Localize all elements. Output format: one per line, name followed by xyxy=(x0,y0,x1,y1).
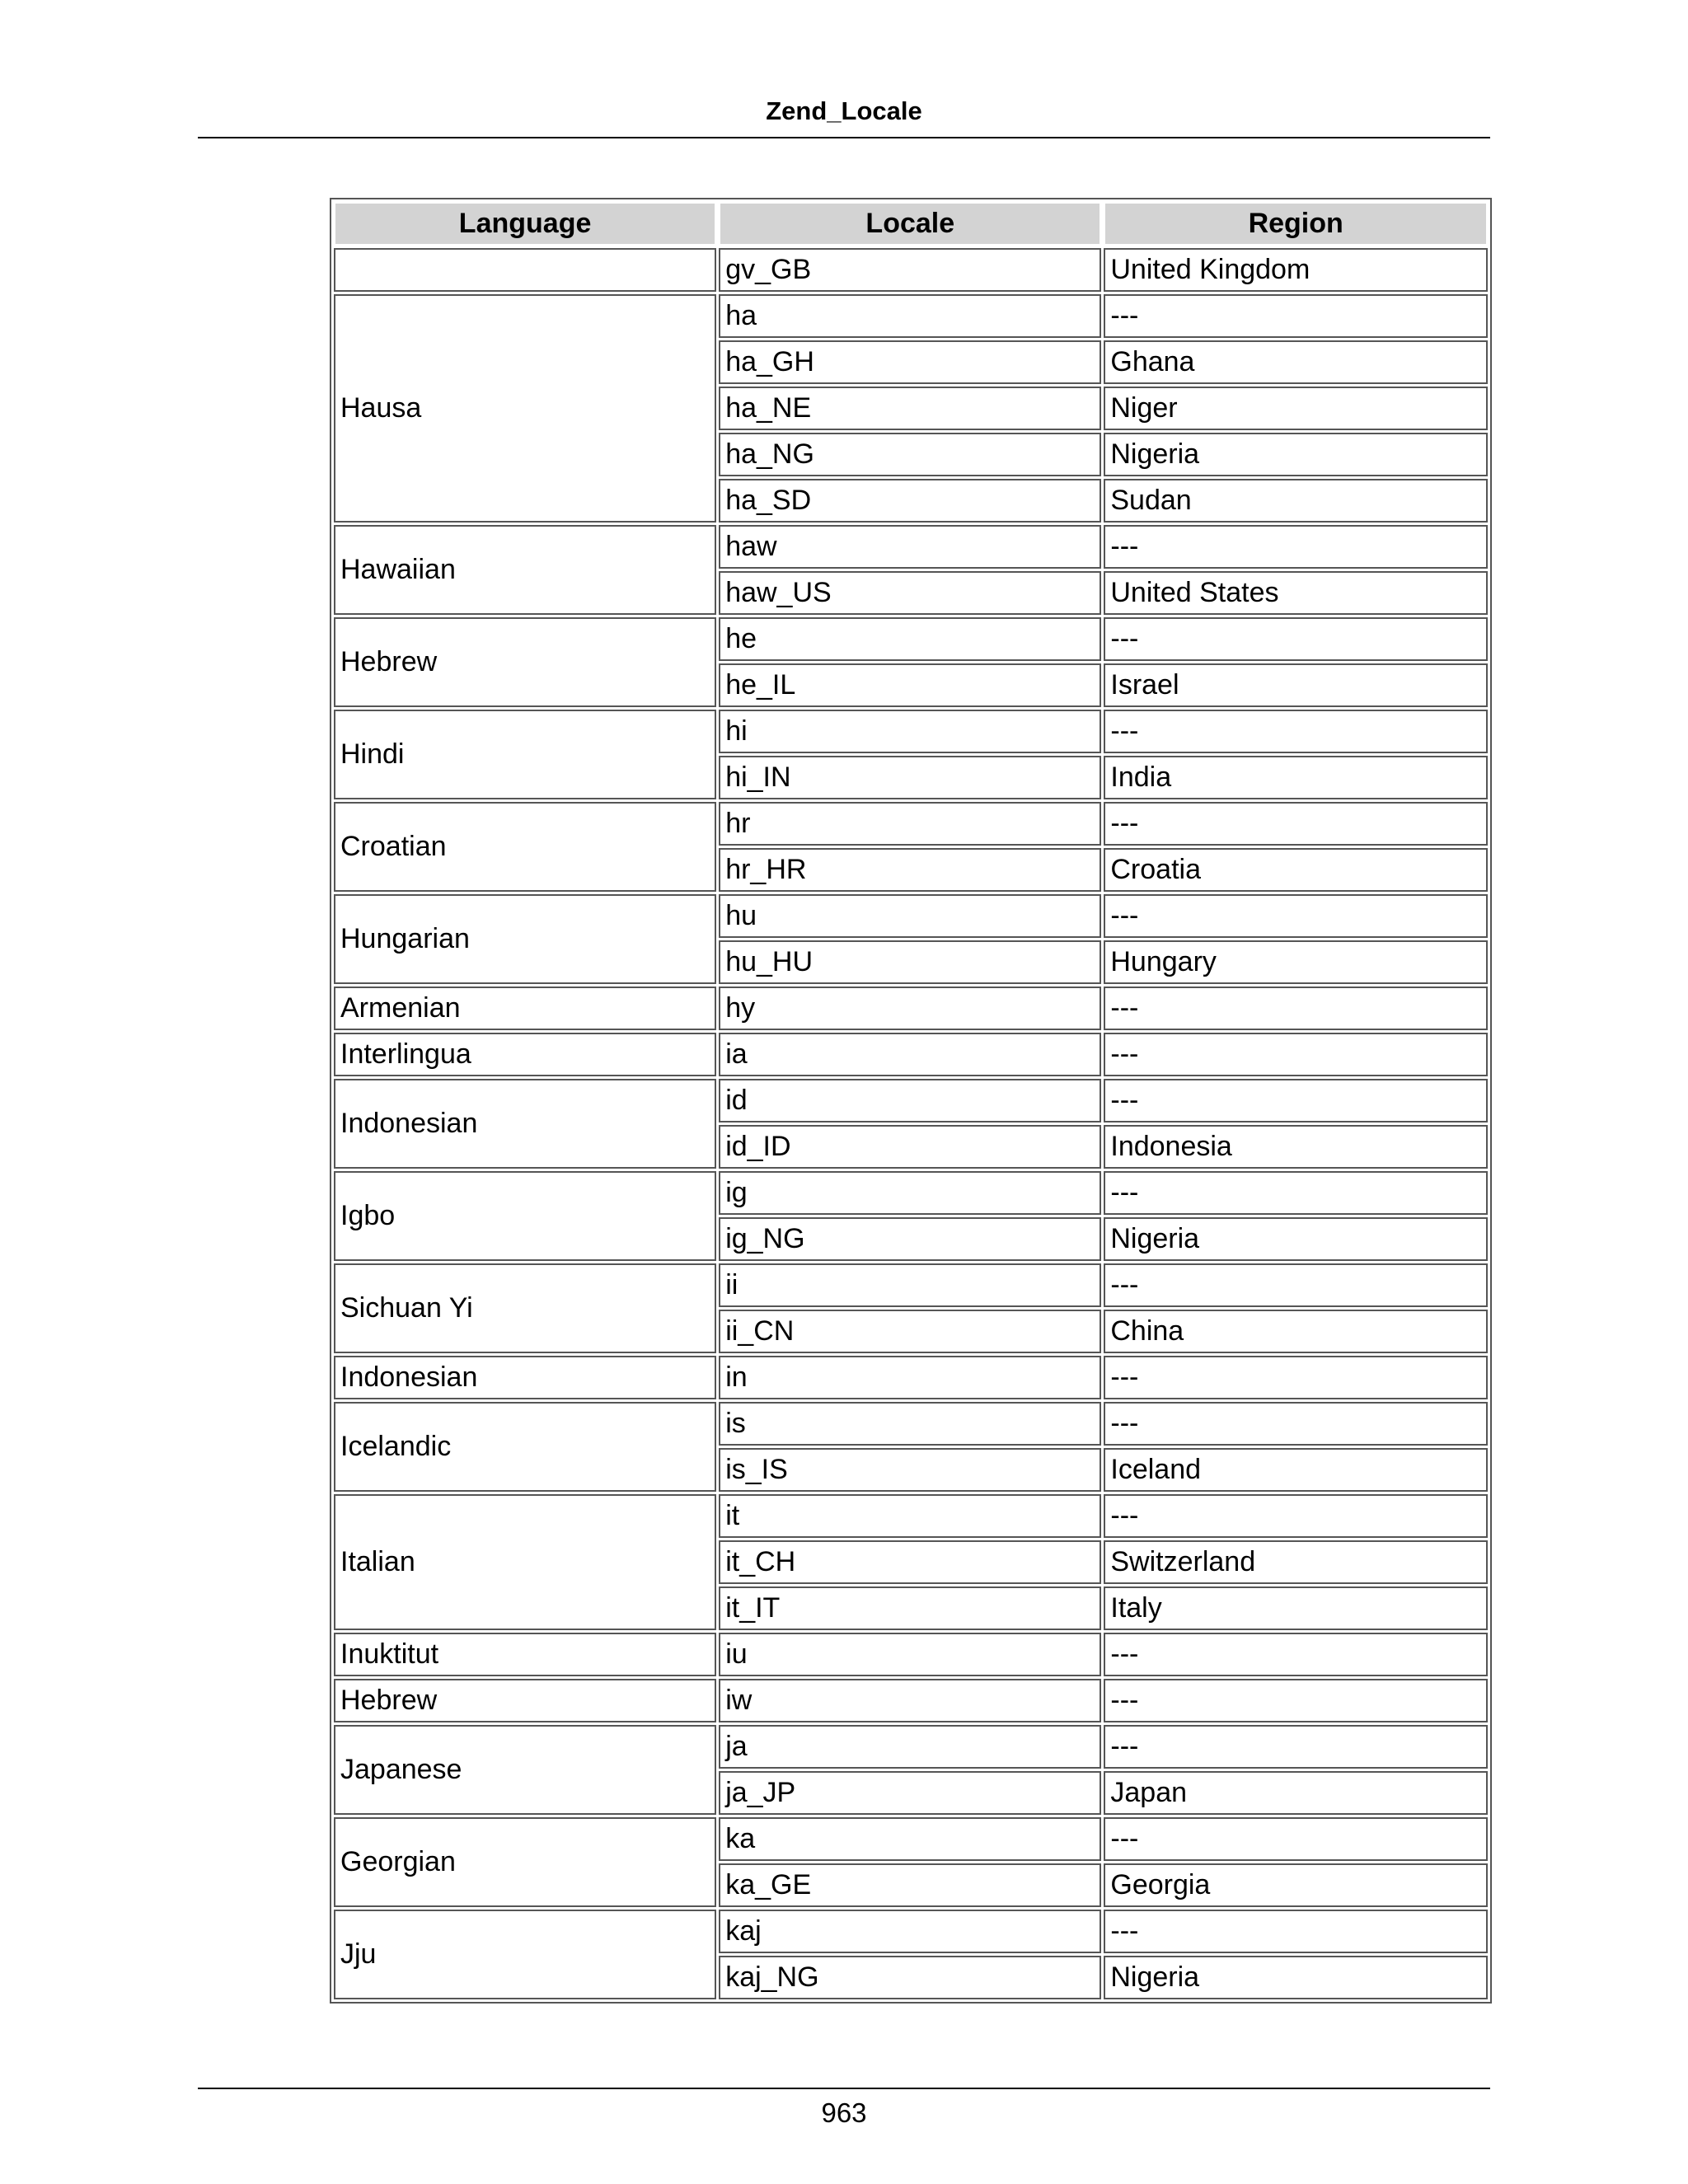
table-row xyxy=(334,1356,1488,1399)
region-cell: --- xyxy=(1104,1033,1488,1076)
region-cell: --- xyxy=(1104,1171,1488,1215)
locale-cell: ig xyxy=(719,1171,1101,1215)
locale-cell: ig_NG xyxy=(719,1217,1101,1261)
locale-cell: iw xyxy=(719,1679,1101,1722)
locale-cell: ja_JP xyxy=(719,1771,1101,1815)
locale-cell: iu xyxy=(719,1633,1101,1676)
language-cell: Icelandic xyxy=(334,1402,716,1492)
region-cell: Italy xyxy=(1104,1586,1488,1630)
locale-cell: it_IT xyxy=(719,1586,1101,1630)
language-cell: Inuktitut xyxy=(334,1633,716,1676)
locale-cell: ja xyxy=(719,1725,1101,1769)
locale-cell: ia xyxy=(719,1033,1101,1076)
table-row xyxy=(334,1817,1488,1861)
locale-cell: he xyxy=(719,617,1101,661)
region-cell: --- xyxy=(1104,1817,1488,1861)
table-row xyxy=(334,294,1488,338)
region-cell: Switzerland xyxy=(1104,1540,1488,1584)
locale-cell: ii_CN xyxy=(719,1310,1101,1353)
language-cell: Croatian xyxy=(334,802,716,892)
table-row xyxy=(334,987,1488,1030)
region-cell: --- xyxy=(1104,294,1488,338)
language-cell: Sichuan Yi xyxy=(334,1263,716,1353)
page-number: 963 xyxy=(821,2097,867,2128)
locale-cell: id_ID xyxy=(719,1125,1101,1169)
table-row xyxy=(334,1171,1488,1215)
region-cell: Georgia xyxy=(1104,1863,1488,1907)
region-cell: Croatia xyxy=(1104,848,1488,892)
locale-cell: is_IS xyxy=(719,1448,1101,1492)
region-cell: Nigeria xyxy=(1104,1956,1488,1999)
region-cell: --- xyxy=(1104,525,1488,569)
language-cell xyxy=(334,248,716,292)
locale-cell: hu xyxy=(719,894,1101,938)
region-cell: --- xyxy=(1104,617,1488,661)
region-cell: --- xyxy=(1104,710,1488,753)
language-cell: Hawaiian xyxy=(334,525,716,615)
locale-cell: id xyxy=(719,1079,1101,1122)
locale-cell: ka_GE xyxy=(719,1863,1101,1907)
locale-cell: gv_GB xyxy=(719,248,1101,292)
table-body xyxy=(334,248,1488,1999)
region-cell: --- xyxy=(1104,1079,1488,1122)
table-row xyxy=(334,1263,1488,1307)
region-cell: --- xyxy=(1104,1263,1488,1307)
locale-cell: haw xyxy=(719,525,1101,569)
locale-cell: kaj_NG xyxy=(719,1956,1101,1999)
language-cell: Indonesian xyxy=(334,1356,716,1399)
locale-cell: hu_HU xyxy=(719,940,1101,984)
table-row xyxy=(334,525,1488,569)
table-row xyxy=(334,1402,1488,1446)
region-cell: United Kingdom xyxy=(1104,248,1488,292)
language-cell: Armenian xyxy=(334,987,716,1030)
table-row xyxy=(334,1079,1488,1122)
region-cell: --- xyxy=(1104,1725,1488,1769)
region-cell: Iceland xyxy=(1104,1448,1488,1492)
locale-cell: hi xyxy=(719,710,1101,753)
locale-cell: ha xyxy=(719,294,1101,338)
header-rule xyxy=(198,137,1490,138)
region-cell: --- xyxy=(1104,1402,1488,1446)
locale-cell: hy xyxy=(719,987,1101,1030)
table-row xyxy=(334,710,1488,753)
language-cell: Igbo xyxy=(334,1171,716,1261)
locale-cell: ha_GH xyxy=(719,340,1101,384)
region-cell: --- xyxy=(1104,1356,1488,1399)
locale-cell: ha_NG xyxy=(719,433,1101,476)
region-cell: United States xyxy=(1104,571,1488,615)
region-cell: --- xyxy=(1104,1494,1488,1538)
table-header-row xyxy=(334,202,1488,246)
region-cell: --- xyxy=(1104,1633,1488,1676)
region-cell: --- xyxy=(1104,1679,1488,1722)
locale-cell: hi_IN xyxy=(719,756,1101,799)
region-cell: Ghana xyxy=(1104,340,1488,384)
table-row xyxy=(334,1494,1488,1538)
table-row xyxy=(334,617,1488,661)
locale-cell: is xyxy=(719,1402,1101,1446)
locale-cell: ka xyxy=(719,1817,1101,1861)
table-row xyxy=(334,1033,1488,1076)
language-cell: Hindi xyxy=(334,710,716,799)
locale-cell: ii xyxy=(719,1263,1101,1307)
region-cell: Nigeria xyxy=(1104,1217,1488,1261)
locale-cell: it_CH xyxy=(719,1540,1101,1584)
region-cell: India xyxy=(1104,756,1488,799)
region-cell: --- xyxy=(1104,894,1488,938)
footer-rule xyxy=(198,2088,1490,2089)
language-cell: Hebrew xyxy=(334,1679,716,1722)
locale-cell: he_IL xyxy=(719,663,1101,707)
column-header-region: Region xyxy=(1104,202,1488,246)
region-cell: Israel xyxy=(1104,663,1488,707)
locale-cell: kaj xyxy=(719,1910,1101,1953)
region-cell: Nigeria xyxy=(1104,433,1488,476)
table-row xyxy=(334,1679,1488,1722)
region-cell: Sudan xyxy=(1104,479,1488,523)
language-cell: Jju xyxy=(334,1910,716,1999)
language-cell: Hebrew xyxy=(334,617,716,707)
table-row xyxy=(334,802,1488,846)
region-cell: --- xyxy=(1104,802,1488,846)
language-cell: Georgian xyxy=(334,1817,716,1907)
locale-cell: ha_SD xyxy=(719,479,1101,523)
column-header-locale: Locale xyxy=(719,202,1101,246)
locale-cell: hr xyxy=(719,802,1101,846)
locale-cell: in xyxy=(719,1356,1101,1399)
page-header-title: Zend_Locale xyxy=(766,96,922,125)
table-row xyxy=(334,248,1488,292)
region-cell: --- xyxy=(1104,987,1488,1030)
locale-cell: hr_HR xyxy=(719,848,1101,892)
table-row xyxy=(334,894,1488,938)
region-cell: China xyxy=(1104,1310,1488,1353)
language-cell: Japanese xyxy=(334,1725,716,1815)
language-cell: Hausa xyxy=(334,294,716,523)
table-row xyxy=(334,1633,1488,1676)
region-cell: --- xyxy=(1104,1910,1488,1953)
table-row xyxy=(334,1725,1488,1769)
language-cell: Interlingua xyxy=(334,1033,716,1076)
language-cell: Indonesian xyxy=(334,1079,716,1169)
locale-cell: haw_US xyxy=(719,571,1101,615)
locale-cell: it xyxy=(719,1494,1101,1538)
language-cell: Hungarian xyxy=(334,894,716,984)
region-cell: Niger xyxy=(1104,387,1488,430)
language-cell: Italian xyxy=(334,1494,716,1630)
region-cell: Indonesia xyxy=(1104,1125,1488,1169)
region-cell: Japan xyxy=(1104,1771,1488,1815)
region-cell: Hungary xyxy=(1104,940,1488,984)
locale-table xyxy=(330,198,1492,2004)
table-row xyxy=(334,1910,1488,1953)
locale-cell: ha_NE xyxy=(719,387,1101,430)
column-header-language: Language xyxy=(334,202,716,246)
